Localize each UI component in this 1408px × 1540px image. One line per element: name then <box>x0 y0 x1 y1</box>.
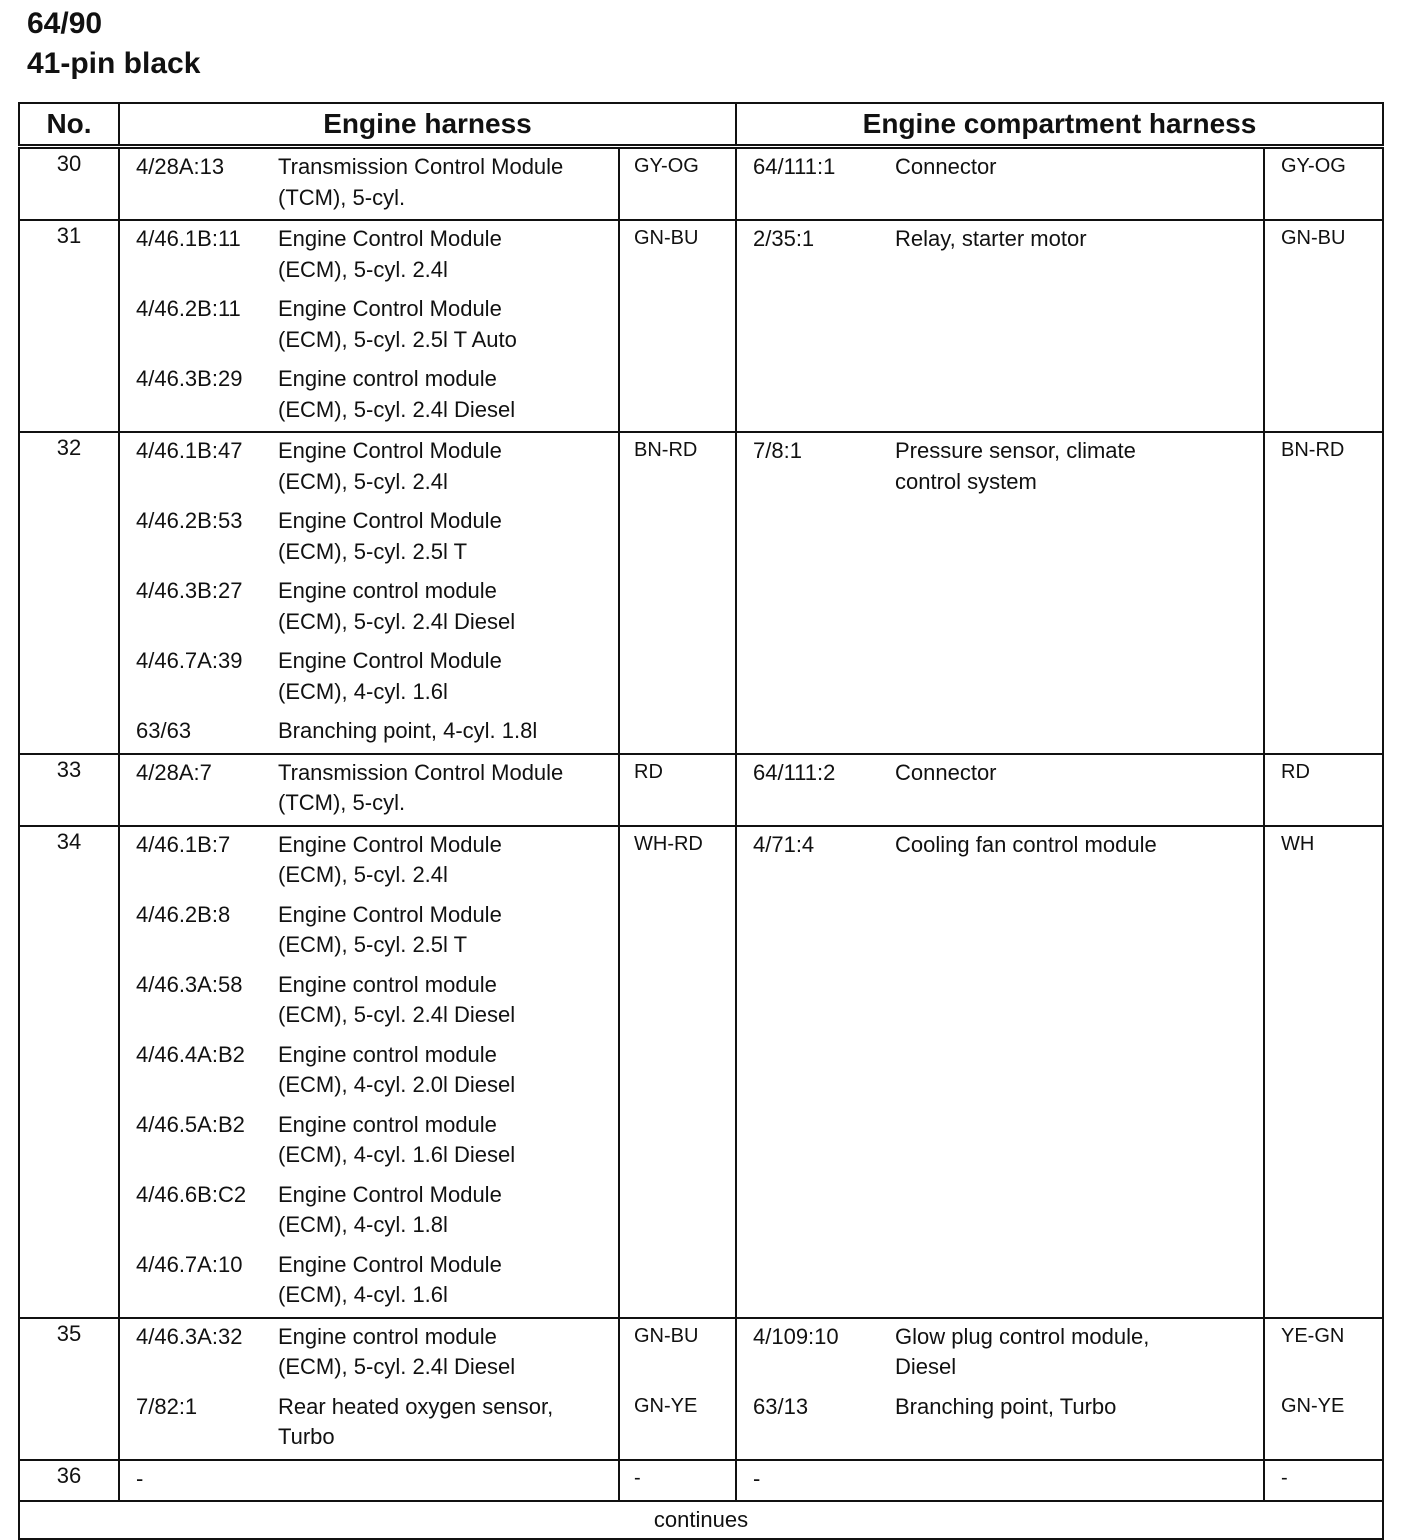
component-description: Connector <box>895 759 997 785</box>
compartment-harness-cell <box>736 826 1383 1318</box>
wire-color <box>618 294 734 355</box>
color-column-divider <box>618 149 620 219</box>
wire-color: GN-BU <box>1281 227 1346 249</box>
pin-reference: 4/46.1B:11 <box>136 226 241 251</box>
engine-entry <box>120 1247 735 1317</box>
color-column-divider <box>618 1461 620 1501</box>
pin-reference: 4/46.3B:27 <box>136 578 243 603</box>
color-column-divider <box>1263 149 1265 219</box>
pin-reference: 4/46.1B:47 <box>136 438 243 463</box>
header-engine-compartment-harness: Engine compartment harness <box>736 103 1383 147</box>
component-description: Engine Control Module (ECM), 4-cyl. 1.8l <box>278 1181 502 1237</box>
color-column-divider <box>1263 433 1265 753</box>
wire-color: GY-OG <box>634 155 699 177</box>
table-row <box>19 220 1383 432</box>
page-title: 64/90 <box>27 7 103 40</box>
pin-table <box>18 102 1384 1540</box>
engine-entry <box>120 1389 735 1459</box>
header-no: No. <box>19 103 119 147</box>
engine-entry <box>120 967 735 1037</box>
wire-color <box>618 646 734 707</box>
pin-reference: 4/46.3A:58 <box>136 971 243 997</box>
wire-color: - <box>634 1466 641 1489</box>
component-description <box>895 1464 1265 1495</box>
component-description: Glow plug control module, Diesel <box>895 1323 1150 1379</box>
table-row <box>19 1318 1383 1460</box>
wire-color: GN-BU <box>634 227 699 249</box>
compartment-entries <box>737 1461 1382 1501</box>
compartment-harness-cell <box>736 1318 1383 1460</box>
wire-color: YE-GN <box>1281 1324 1345 1347</box>
component-description: Relay, starter motor <box>895 226 1087 251</box>
wire-color <box>618 970 734 1031</box>
wire-color <box>618 1110 734 1171</box>
engine-entry <box>120 827 735 897</box>
engine-entry <box>120 1319 735 1389</box>
pin-reference: 7/8:1 <box>753 438 802 463</box>
pin-reference: - <box>136 1465 144 1491</box>
engine-entry <box>120 361 735 431</box>
wire-color: BN-RD <box>634 439 698 461</box>
wire-color <box>618 1040 734 1101</box>
pin-reference: 2/35:1 <box>753 226 815 251</box>
engine-entries <box>120 1461 735 1501</box>
compartment-entry <box>737 827 1382 867</box>
compartment-entry <box>737 755 1382 795</box>
continues-note: continues <box>19 1501 1383 1539</box>
pin-reference: 4/46.7A:39 <box>136 648 243 673</box>
component-description: Engine control module (ECM), 4-cyl. 1.6l Diesel <box>278 1111 516 1167</box>
pin-reference: 4/71:4 <box>753 831 815 857</box>
pin-reference: 63/13 <box>753 1393 809 1419</box>
compartment-entries <box>737 149 1382 189</box>
table-row <box>19 826 1383 1318</box>
wire-color <box>618 1180 734 1241</box>
engine-entry <box>120 1461 735 1501</box>
engine-harness-cell <box>119 220 736 432</box>
table-footer-row <box>19 1501 1383 1539</box>
color-column-divider <box>618 221 620 431</box>
component-description: Engine Control Module (ECM), 5-cyl. 2.4l <box>278 226 502 282</box>
compartment-entries <box>737 755 1382 795</box>
wire-color: WH <box>1281 832 1315 855</box>
table-row <box>19 147 1383 221</box>
pin-reference: 4/28A:7 <box>136 759 212 785</box>
compartment-harness-cell <box>736 432 1383 754</box>
component-description: Branching point, Turbo <box>895 1393 1117 1419</box>
engine-entry <box>120 1037 735 1107</box>
color-column-divider <box>1263 755 1265 825</box>
color-column-divider <box>1263 221 1265 431</box>
wire-color: GN-YE <box>634 1394 698 1417</box>
pin-reference: 7/82:1 <box>136 1393 198 1419</box>
engine-entry <box>120 573 735 643</box>
component-description: Connector <box>895 154 997 179</box>
engine-entries <box>120 221 735 431</box>
component-description: Transmission Control Module (TCM), 5-cyl. <box>278 759 564 815</box>
pin-number: 33 <box>19 754 119 826</box>
component-description: Engine Control Module (ECM), 5-cyl. 2.5l T <box>278 901 502 957</box>
pin-number: 34 <box>19 826 119 1318</box>
wire-color: GN-YE <box>1281 1394 1345 1417</box>
table-header-row <box>19 103 1383 147</box>
compartment-entries <box>737 1319 1382 1429</box>
engine-entry <box>120 291 735 361</box>
table-row <box>19 754 1383 826</box>
engine-harness-cell <box>119 432 736 754</box>
component-description: Engine control module (ECM), 5-cyl. 2.4l Diesel <box>278 1323 516 1379</box>
pin-number: 32 <box>19 432 119 754</box>
compartment-harness-cell <box>736 220 1383 432</box>
engine-entry <box>120 221 735 291</box>
component-description: Engine control module (ECM), 5-cyl. 2.4l Diesel <box>278 578 516 634</box>
header-engine-harness: Engine harness <box>119 103 736 147</box>
engine-entries <box>120 827 735 1317</box>
table-row <box>19 1460 1383 1502</box>
engine-entry <box>120 897 735 967</box>
wire-color <box>618 1250 734 1311</box>
engine-entry <box>120 643 735 713</box>
pin-reference: 4/46.4A:B2 <box>136 1041 245 1067</box>
engine-entries <box>120 433 735 753</box>
pin-reference: 4/46.6B:C2 <box>136 1181 247 1207</box>
compartment-entry <box>737 1461 1382 1501</box>
pin-reference: 4/46.2B:53 <box>136 508 243 533</box>
engine-entries <box>120 149 735 219</box>
component-description: Pressure sensor, climate control system <box>895 438 1136 494</box>
color-column-divider <box>618 755 620 825</box>
component-description <box>278 1464 618 1495</box>
pin-reference: 4/46.7A:10 <box>136 1251 243 1277</box>
color-column-divider <box>618 827 620 1317</box>
compartment-entry <box>737 221 1382 261</box>
component-description: Engine control module (ECM), 5-cyl. 2.4l Diesel <box>278 366 516 422</box>
compartment-entry <box>737 1319 1382 1389</box>
color-column-divider <box>1263 827 1265 1317</box>
component-description: Transmission Control Module (TCM), 5-cyl. <box>278 154 564 210</box>
table-body <box>19 147 1383 1540</box>
component-description: Engine Control Module (ECM), 5-cyl. 2.5l T <box>278 508 502 564</box>
component-description: Engine Control Module (ECM), 5-cyl. 2.5l T Auto <box>278 296 517 352</box>
compartment-harness-cell <box>736 147 1383 221</box>
compartment-harness-cell <box>736 1460 1383 1502</box>
compartment-entries <box>737 433 1382 503</box>
connector-description: 41-pin black <box>27 47 201 80</box>
compartment-entries <box>737 827 1382 867</box>
compartment-harness-cell <box>736 754 1383 826</box>
engine-harness-cell <box>119 754 736 826</box>
pin-reference: 64/111:2 <box>753 759 836 785</box>
pin-reference: 4/46.3A:32 <box>136 1323 243 1349</box>
pin-number: 30 <box>56 151 82 176</box>
component-description: Rear heated oxygen sensor, Turbo <box>278 1393 554 1449</box>
pin-reference: 4/28A:13 <box>136 154 225 179</box>
engine-harness-cell <box>119 1460 736 1502</box>
component-description: Engine Control Module (ECM), 4-cyl. 1.6l <box>278 1251 502 1307</box>
wire-color <box>618 364 734 425</box>
wire-color <box>618 506 734 567</box>
pin-reference: 4/46.5A:B2 <box>136 1111 245 1137</box>
pin-reference: 4/46.2B:11 <box>136 296 241 321</box>
component-description: Engine Control Module (ECM), 4-cyl. 1.6l <box>278 648 502 704</box>
wire-color: - <box>1281 1466 1288 1489</box>
engine-harness-cell <box>119 1318 736 1460</box>
component-description: Cooling fan control module <box>895 831 1157 857</box>
pin-reference: - <box>753 1465 761 1491</box>
compartment-entry <box>737 1389 1382 1429</box>
engine-harness-cell <box>119 147 736 221</box>
compartment-entry <box>737 433 1382 503</box>
wire-color: GY-OG <box>1281 155 1346 177</box>
compartment-entries <box>737 221 1382 261</box>
color-column-divider <box>618 433 620 753</box>
engine-entry <box>120 755 735 825</box>
component-description: Branching point, 4-cyl. 1.8l <box>278 718 538 743</box>
engine-entry <box>120 713 735 753</box>
wire-color <box>618 900 734 961</box>
engine-entry <box>120 1177 735 1247</box>
engine-entries <box>120 755 735 825</box>
pin-reference: 63/63 <box>136 718 192 743</box>
pin-number: 36 <box>19 1460 119 1502</box>
engine-entry <box>120 503 735 573</box>
wire-color: GN-BU <box>634 1324 699 1347</box>
compartment-entry <box>737 149 1382 189</box>
wire-color: BN-RD <box>1281 439 1345 461</box>
pin-number: 35 <box>19 1318 119 1460</box>
wire-color: WH-RD <box>634 832 703 855</box>
pin-reference: 4/46.1B:7 <box>136 831 231 857</box>
wire-color: RD <box>1281 760 1310 783</box>
pin-number: 31 <box>19 220 119 432</box>
wire-color <box>618 576 734 637</box>
component-description: Engine control module (ECM), 4-cyl. 2.0l Diesel <box>278 1041 516 1097</box>
color-column-divider <box>1263 1461 1265 1501</box>
component-description: Engine Control Module (ECM), 5-cyl. 2.4l <box>278 438 502 494</box>
engine-entry <box>120 149 735 219</box>
engine-entry <box>120 1107 735 1177</box>
engine-entry <box>120 433 735 503</box>
pin-reference: 4/46.3B:29 <box>136 366 243 391</box>
wire-color <box>618 716 734 747</box>
pin-reference: 4/46.2B:8 <box>136 901 231 927</box>
component-description: Engine Control Module (ECM), 5-cyl. 2.4l <box>278 831 502 887</box>
component-description: Engine control module (ECM), 5-cyl. 2.4l Diesel <box>278 971 516 1027</box>
wire-color: RD <box>634 760 663 783</box>
engine-harness-cell <box>119 826 736 1318</box>
pin-reference: 64/111:1 <box>753 154 836 179</box>
pin-reference: 4/109:10 <box>753 1323 839 1349</box>
table-row <box>19 432 1383 754</box>
